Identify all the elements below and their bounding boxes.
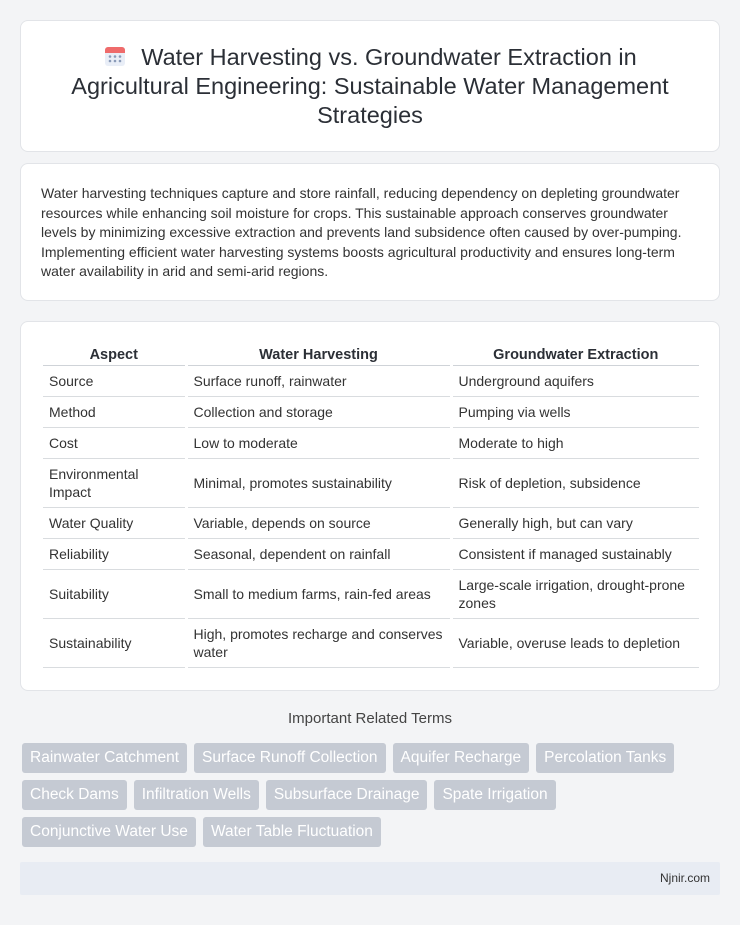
table-cell: Pumping via wells <box>451 397 699 428</box>
related-term-tag[interactable]: Aquifer Recharge <box>393 743 530 773</box>
title-card <box>20 20 720 152</box>
table-row <box>43 539 699 570</box>
related-term-tag[interactable]: Surface Runoff Collection <box>194 743 385 773</box>
table-cell: Small to medium farms, rain-fed areas <box>186 570 451 619</box>
table-cell: Method <box>43 397 186 428</box>
related-term-tag[interactable]: Spate Irrigation <box>434 780 555 810</box>
related-term-tag[interactable]: Conjunctive Water Use <box>22 817 196 847</box>
table-cell: Sustainability <box>43 619 186 668</box>
related-terms-heading: Important Related Terms <box>288 710 452 727</box>
table-row <box>43 428 699 459</box>
related-term-tag[interactable]: Percolation Tanks <box>536 743 674 773</box>
table-cell: Risk of depletion, subsidence <box>451 459 699 508</box>
table-cell: Large-scale irrigation, drought-prone zones <box>451 570 699 619</box>
table-cell: Variable, depends on source <box>186 508 451 539</box>
table-cell: Water Quality <box>43 508 186 539</box>
table-cell: Surface runoff, rainwater <box>186 366 451 397</box>
related-term-tag[interactable]: Rainwater Catchment <box>22 743 187 773</box>
page-title <box>51 43 689 130</box>
table-cell: Seasonal, dependent on rainfall <box>186 539 451 570</box>
table-header-row <box>43 342 699 366</box>
table-cell: Environmental Impact <box>43 459 186 508</box>
table-cell: Variable, overuse leads to depletion <box>451 619 699 668</box>
comparison-table-card <box>20 321 720 691</box>
table-cell: Suitability <box>43 570 186 619</box>
table-cell: Minimal, promotes sustainability <box>186 459 451 508</box>
table-cell: Generally high, but can vary <box>451 508 699 539</box>
table-cell: Collection and storage <box>186 397 451 428</box>
summary-text: Water harvesting techniques capture and store rainfall, reducing dependency on depleting groundwater resources while enhancing soil moisture for crops. This sustainable approach conserves groundwater levels by minimizing excessive extraction and prevents land subsidence often caused by over-pumping. Implementing efficient water harvesting systems boosts agricultural productivity and ensures long-term water availability in arid and semi-arid regions. <box>41 185 682 279</box>
footer-site-link[interactable]: Njnir.com <box>659 871 710 885</box>
footer <box>20 862 720 895</box>
related-term-tag[interactable]: Subsurface Drainage <box>266 780 428 810</box>
table-cell: Consistent if managed sustainably <box>451 539 699 570</box>
table-row <box>43 508 699 539</box>
related-term-tag[interactable]: Check Dams <box>22 780 127 810</box>
table-row <box>43 459 699 508</box>
comparison-table <box>43 342 699 668</box>
related-term-tag[interactable]: Infiltration Wells <box>134 780 259 810</box>
table-cell: High, promotes recharge and conserves water <box>186 619 451 668</box>
table-cell: Source <box>43 366 186 397</box>
table-cell: Low to moderate <box>186 428 451 459</box>
column-header: Water Harvesting <box>186 342 451 366</box>
calendar-icon <box>103 44 127 68</box>
table-row <box>43 570 699 619</box>
column-header: Groundwater Extraction <box>451 342 699 366</box>
related-terms-list <box>22 743 722 847</box>
table-row <box>43 619 699 668</box>
column-header: Aspect <box>43 342 186 366</box>
related-term-tag[interactable]: Water Table Fluctuation <box>203 817 381 847</box>
table-row <box>43 366 699 397</box>
table-cell: Moderate to high <box>451 428 699 459</box>
table-cell: Reliability <box>43 539 186 570</box>
summary-card <box>20 163 720 301</box>
table-cell: Cost <box>43 428 186 459</box>
page-title-text: Water Harvesting vs. Groundwater Extraction in Agricultural Engineering: Sustainable Water Management Strategies <box>71 43 669 128</box>
table-cell: Underground aquifers <box>451 366 699 397</box>
table-row <box>43 397 699 428</box>
